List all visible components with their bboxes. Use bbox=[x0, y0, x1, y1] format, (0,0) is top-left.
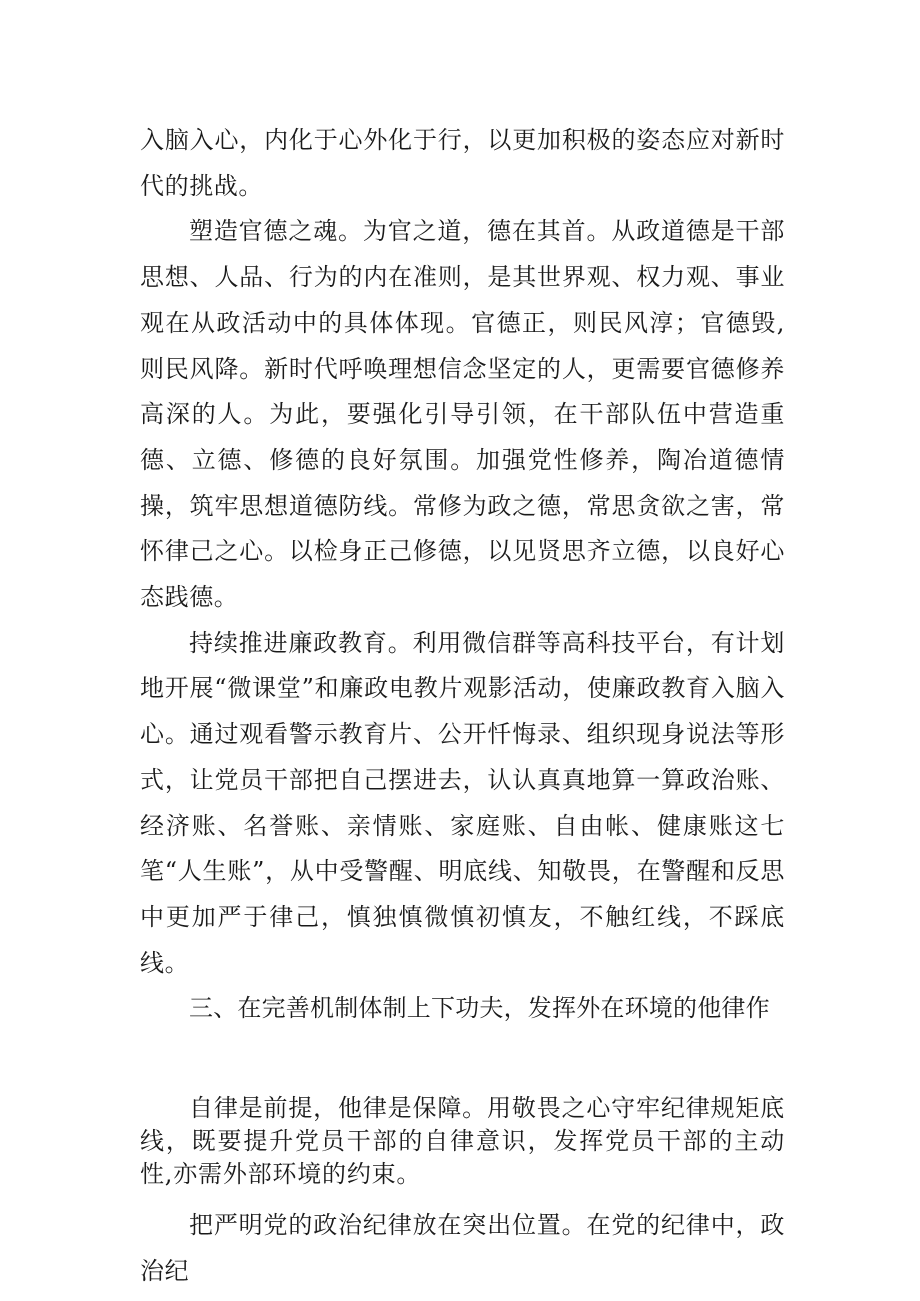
paragraph-political-discipline: 把严明党的政治纪律放在突出位置。在党的纪律中，政治纪 bbox=[140, 1211, 785, 1285]
paragraph-anticorruption-education: 持续推进廉政教育。利用微信群等高科技平台，有计划地开展“微课堂”和廉政电教片观影活动，使廉政教育入脑入心。通过观看警示教育片、公开忏悔录、组织现身说法等形式，让党员干部把自己摆进去，认认真真地算一算政治账、经济账、名誉账、亲情账、家庭账、自由帐、健康账这七笔“人生账”，从中受警醒、明底线、知敬畏，在警醒和反思中更加严于律己，慎独慎微慎初慎友，不触红线，不踩底线。 bbox=[140, 628, 785, 977]
paragraph-continuation: 入脑入心，内化于心外化于行，以更加积极的姿态应对新时代的挑战。 bbox=[140, 126, 785, 200]
paragraph-self-discipline: 自律是前提，他律是保障。用敬畏之心守牢纪律规矩底线，既要提升党员干部的自律意识，发挥党员干部的主动性,亦需外部环境的约束。 bbox=[140, 1094, 785, 1189]
paragraph-official-morality: 塑造官德之魂。为官之道，德在其首。从政道德是干部思想、人品、行为的内在准则，是其世界观、权力观、事业观在从政活动中的具体体现。官德正，则民风淳；官德毁,则民风降。新时代呼唤理想信念坚定的人，更需要官德修养高深的人。为此，要强化引导引领，在干部队伍中营造重德、立德、修德的良好氛围。加强党性修养，陶冶道德情操，筑牢思想道德防线。常修为政之德，常思贪欲之害，常怀律己之心。以检身正己修德，以见贤思齐立德，以良好心态践德。 bbox=[140, 217, 785, 612]
document-page bbox=[140, 118, 785, 1294]
section-heading: 三、在完善机制体制上下功夫，发挥外在环境的他律作 bbox=[189, 994, 770, 1023]
